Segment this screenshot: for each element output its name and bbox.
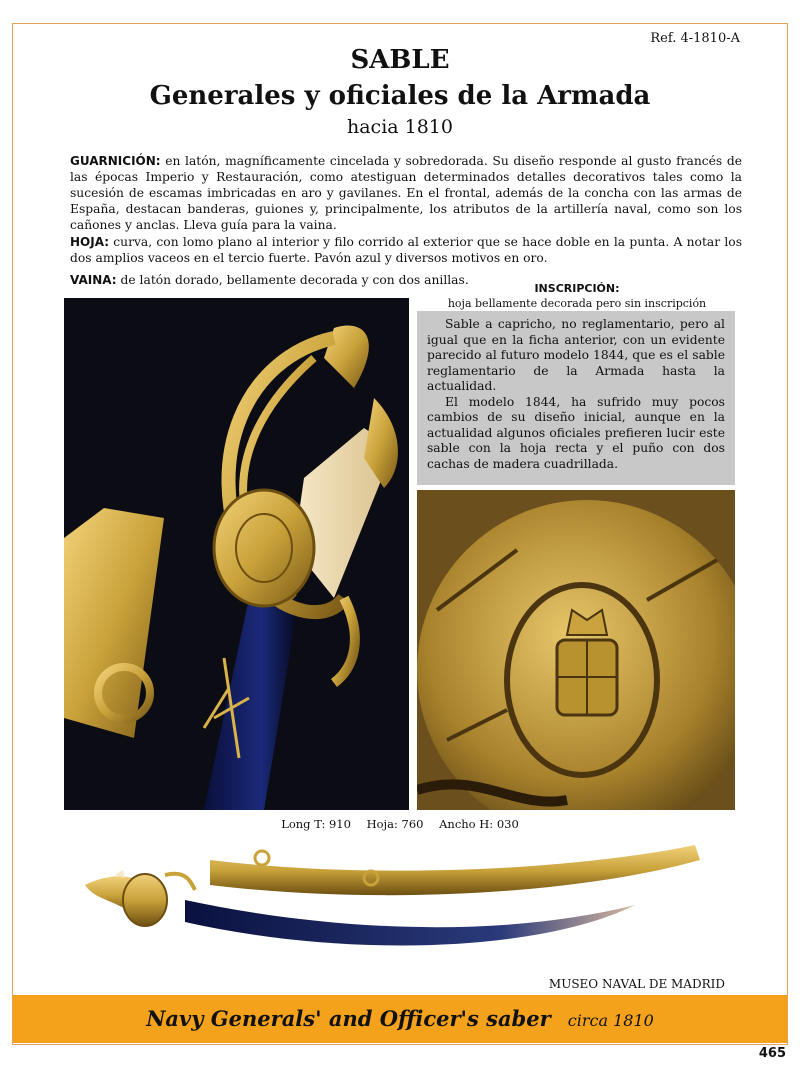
- coat-of-arms-illustration: [417, 490, 735, 810]
- vaina-label: VAINA:: [70, 273, 117, 287]
- hoja-paragraph: [70, 234, 742, 266]
- page-number: 465: [758, 1046, 786, 1061]
- museum-credit: MUSEO NAVAL DE MADRID: [548, 977, 725, 991]
- page-date: hacia 1810: [346, 116, 453, 138]
- total-length: Long T: 910: [281, 817, 351, 831]
- blade-length: Hoja: 760: [366, 817, 424, 831]
- commentary-paragraph-1: Sable a capricho, no reglamentario, pero al igual que en la ficha anterior, con un evidente parecido al futuro modelo 1844, que es el sable reglamentario de la Armada hasta la actualidad.: [427, 317, 725, 393]
- inscription-text: hoja bellamente decorada pero sin inscripción: [447, 297, 707, 310]
- hoja-label: HOJA:: [70, 235, 110, 249]
- commentary-box: [417, 311, 735, 485]
- guarnicion-text: en latón, magníficamente cincelada y sobredorada. Su diseño responde al gusto francés de las épocas Imperio y Restauración, como atestiguan determinados detalles decorativos tales como la sucesión de escamas imbricadas en aro y gavilanes. En el frontal, además de la concha con las armas de España, destacan banderas, guiones y, principalmente, los atributos de la artillería naval, como son los cañones y anclas. Lleva guía para la vaina.: [70, 154, 742, 232]
- vaina-text: de latón dorado, bellamente decorada y con dos anillas.: [120, 273, 469, 287]
- hilt-illustration: [64, 298, 409, 810]
- english-title: Navy Generals' and Officer's saber: [146, 1006, 551, 1031]
- dimensions-line: [0, 817, 800, 831]
- english-circa: circa 1810: [567, 1011, 654, 1030]
- page-title: SABLE: [350, 45, 450, 75]
- full-saber-photo: [75, 840, 725, 980]
- inscription-heading: INSCRIPCIÓN:: [534, 282, 620, 295]
- blade-width: Ancho H: 030: [439, 817, 519, 831]
- guarnicion-paragraph: [70, 153, 742, 233]
- coat-of-arms-photo: [417, 490, 735, 810]
- english-title-banner: [13, 995, 787, 1043]
- hilt-photo: [64, 298, 409, 810]
- full-saber-illustration: [75, 840, 725, 980]
- commentary-paragraph-2: El modelo 1844, ha sufrido muy pocos cambios de su diseño inicial, aunque en la actualidad algunos oficiales prefieren lucir este sable con la hoja recta y el puño con dos cachas de madera cuadrillada.: [427, 394, 725, 471]
- hoja-text: curva, con lomo plano al interior y filo corrido al exterior que se hace doble en la punta. A notar los dos amplios vaceos en el tercio fuerte. Pavón azul y diversos motivos en oro.: [70, 235, 742, 265]
- guarnicion-label: GUARNICIÓN:: [70, 154, 161, 168]
- reference-code: Ref. 4-1810-A: [650, 31, 740, 46]
- page-subtitle: Generales y oficiales de la Armada: [149, 81, 651, 111]
